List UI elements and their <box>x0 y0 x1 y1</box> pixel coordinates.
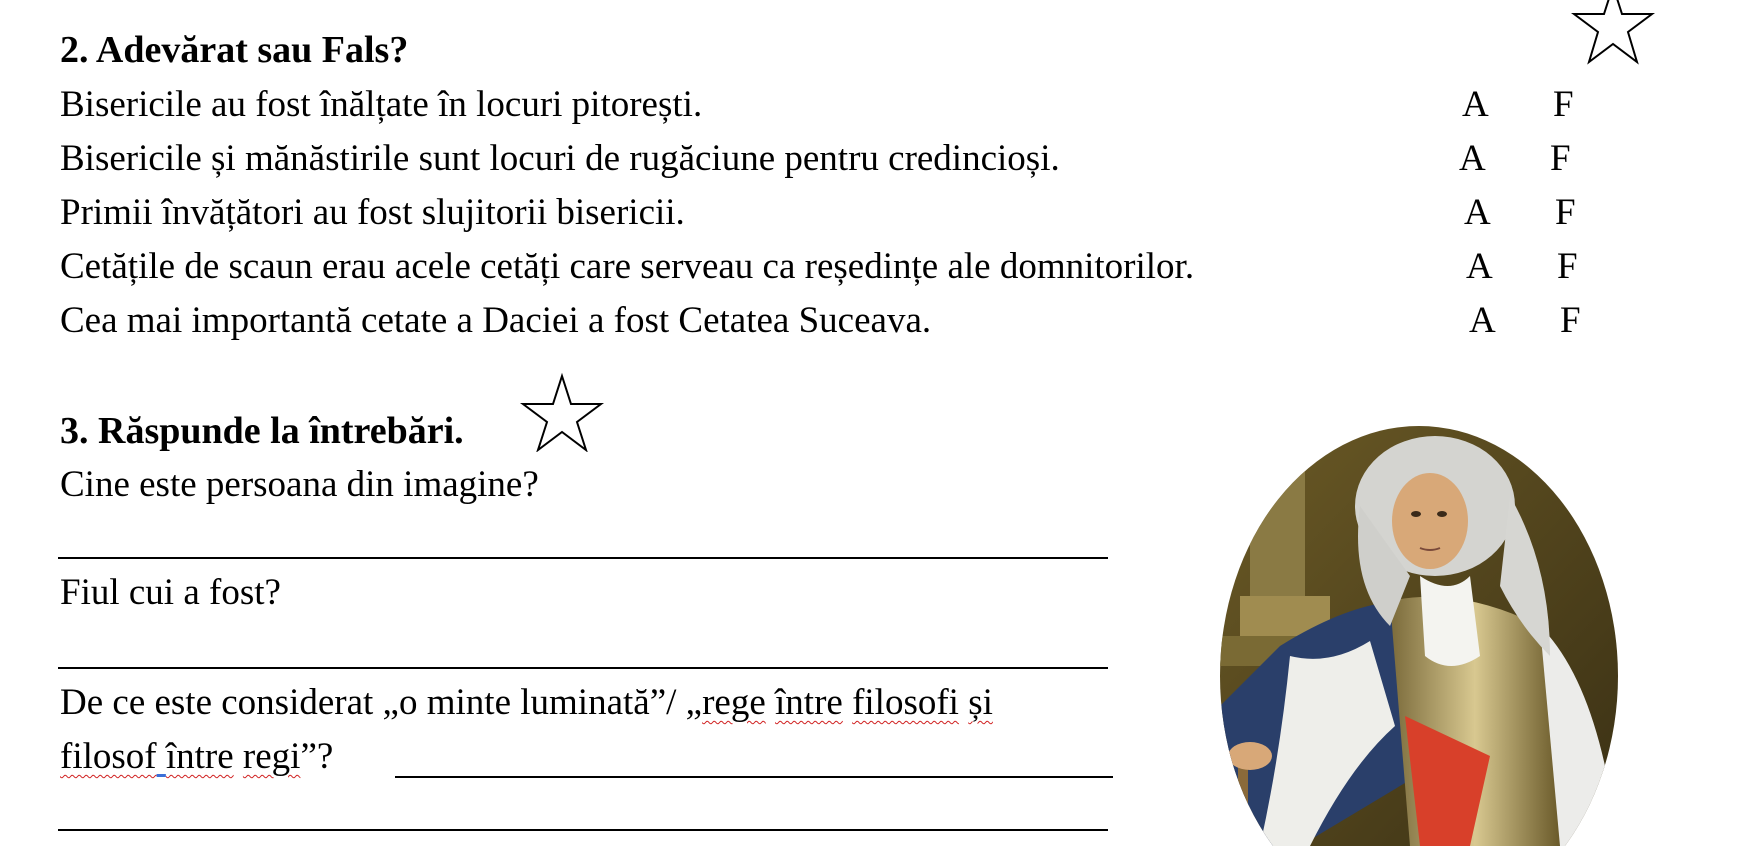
statement-5: Cea mai importantă cetate a Daciei a fost Cetatea Suceava. <box>60 300 932 341</box>
question-3-end: ”? <box>300 736 334 777</box>
statement-5-true-option[interactable]: A <box>1469 300 1496 341</box>
question-3-line-1 <box>60 681 993 724</box>
spellcheck-word: între <box>775 682 843 723</box>
statement-2: Bisericile și mănăstirile sunt locuri de rugăciune pentru credincioși. <box>60 138 1060 179</box>
spellcheck-word: și <box>968 682 993 723</box>
answer-line-3[interactable] <box>395 776 1113 778</box>
statement-2-false-option[interactable]: F <box>1550 138 1571 179</box>
spellcheck-word: regi <box>242 736 301 777</box>
section-3-heading: 3. Răspunde la întrebări. <box>60 410 464 452</box>
statement-5-false-option[interactable]: F <box>1560 300 1581 341</box>
statement-1-true-option[interactable]: A <box>1462 84 1489 125</box>
statement-3-false-option[interactable]: F <box>1555 192 1576 233</box>
statement-3-true-option[interactable]: A <box>1464 192 1491 233</box>
statement-4-false-option[interactable]: F <box>1557 246 1578 287</box>
statement-1: Bisericile au fost înălțate în locuri pitorești. <box>60 84 703 125</box>
statement-4-true-option[interactable]: A <box>1466 246 1493 287</box>
star-icon <box>1568 0 1658 70</box>
spellcheck-word: rege <box>702 682 766 723</box>
question-3-line-2 <box>60 735 333 778</box>
spellcheck-word: filosofi <box>852 682 959 723</box>
section-2-heading: 2. Adevărat sau Fals? <box>60 29 409 71</box>
question-2: Fiul cui a fost? <box>60 572 281 613</box>
spellcheck-word: între <box>165 736 234 777</box>
statement-3: Primii învățători au fost slujitorii bisericii. <box>60 192 685 233</box>
question-1: Cine este persoana din imagine? <box>60 464 539 505</box>
spellcheck-word: filosof <box>60 736 157 777</box>
star-icon <box>517 372 607 452</box>
statement-2-true-option[interactable]: A <box>1459 138 1486 179</box>
answer-line-4[interactable] <box>58 829 1108 831</box>
answer-line-1[interactable] <box>58 557 1108 559</box>
question-3-text: De ce este considerat „o minte luminată”/ „ <box>60 682 703 723</box>
statement-1-false-option[interactable]: F <box>1553 84 1574 125</box>
answer-line-2[interactable] <box>58 667 1108 669</box>
portrait-image <box>1220 426 1618 846</box>
statement-4: Cetățile de scaun erau acele cetăți care serveau ca reședințe ale domnitorilor. <box>60 246 1195 287</box>
